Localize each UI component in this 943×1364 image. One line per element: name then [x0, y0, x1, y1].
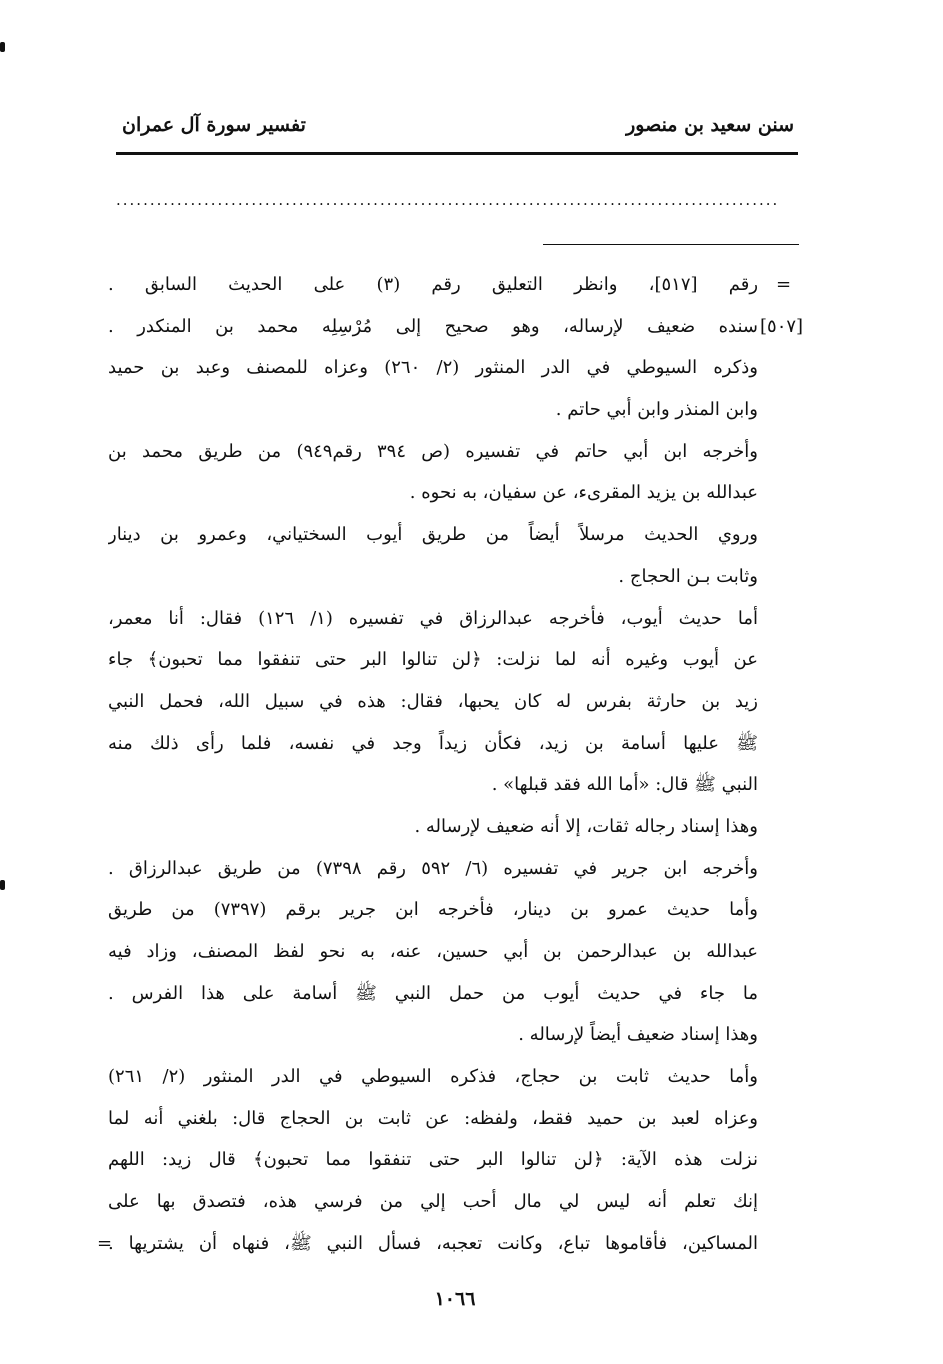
- scan-mark-middle: [0, 880, 5, 890]
- continuation-marker-bottom: =: [97, 1233, 113, 1254]
- footnote-body: [108, 264, 758, 1265]
- text-line: عبدالله بن يزيد المقرىء، عن سفيان، به نحوه .: [409, 482, 758, 504]
- text-line: وثابت بـن الحجاج .: [618, 565, 758, 587]
- text-line: أما حديث أيوب، فأخرجه عبدالرزاق في تفسيره (١/ ١٢٦) فقال: أنا معمر،: [108, 607, 758, 629]
- footnote-rule: [543, 244, 799, 245]
- text-line: وهذا إسناد ضعيف أيضاً لإرساله .: [518, 1024, 758, 1046]
- text-line: وهذا إسناد رجاله ثقات، إلا أنه ضعيف لإرساله .: [414, 815, 758, 837]
- text-line: عن أيوب وغيره أنه لما نزلت: ﴿لن تنالوا البر حتى تنفقوا مما تحبون﴾ جاء: [108, 649, 758, 671]
- dotted-separator: ··································································································: [116, 196, 780, 212]
- text-line: وابن المنذر وابن أبي حاتم .: [555, 399, 758, 421]
- text-line: ﷺ عليها أسامة بن زيد، فكأن زيداً وجد في نفسه، فلما رأى ذلك منه: [108, 732, 758, 754]
- text-line: وعزاه لعبد بن حميد فقط، ولفظه: عن ثابت بن الحجاج قال: بلغني أنه لما: [108, 1107, 758, 1129]
- book-title: سنن سعيد بن منصور: [626, 114, 794, 136]
- text-line: النبي ﷺ قال: «أما الله فقد قبلها» .: [491, 774, 758, 796]
- text-line: وأما حديث عمرو بن دينار، فأخرجه ابن جرير برقم (٧٣٩٧) من طريق: [108, 899, 758, 921]
- page-number: ١٠٦٦: [434, 1288, 476, 1310]
- chapter-title: تفسير سورة آل عمران: [122, 114, 306, 136]
- text-line: وذكره السيوطي في الدر المنثور (٢/ ٢٦٠) وعزاه للمصنف وعبد بن حميد: [108, 357, 758, 379]
- continuation-marker-top: =: [776, 274, 792, 295]
- text-line: وروي الحديث مرسلاً أيضاً من طريق أيوب السختياني، وعمرو بن دينار: [108, 524, 758, 546]
- text-line: إنك تعلم أنه ليس لي مال أحب إلي من فرسي هذه، فتصدق بها على: [108, 1191, 758, 1213]
- header-rule: [116, 152, 798, 155]
- text-line: ما جاء في حديث أيوب من حمل النبي ﷺ أسامة على هذا الفرس .: [108, 982, 758, 1004]
- text-line: وأخرجه ابن أبي حاتم في تفسيره (ص ٣٩٤ رقم٩٤٩) من طريق محمد بن: [108, 440, 758, 462]
- scan-mark-top: [0, 42, 5, 52]
- text-line: وأخرجه ابن جرير في تفسيره (٦/ ٥٩٢ رقم ٧٣٩٨) من طريق عبدالرزاق .: [108, 857, 758, 879]
- text-line: نزلت هذه الآية: ﴿لن تنالوا البر حتى تنفقوا مما تحبون﴾ قال زيد: اللهم: [108, 1149, 758, 1171]
- page-header: [118, 110, 798, 144]
- text-line: زيد بن حارثة بفرس له كان يحبها، فقال: هذه في سبيل الله، فحمل النبي: [108, 690, 758, 712]
- text-line: عبدالله بن عبدالرحمن بن أبي حسين، عنه، به نحو لفظ المصنف، وزاد فيه: [108, 941, 758, 962]
- text-line: رقم [٥١٧]، وانظر التعليق رقم (٣) على الحديث السابق .: [108, 274, 758, 295]
- text-line: وأما حديث ثابت بن حجاج، فذكره السيوطي في الدر المنثور (٢/ ٢٦١): [108, 1066, 758, 1088]
- text-line: سنده ضعيف لإرساله، وهو صحيح إلى مُرْسِلِه محمد بن المنكدر .: [108, 315, 758, 337]
- text-line: المساكين، فأقاموها تباع، وكانت تعجبه، فسأل النبي ﷺ، فنهاه أن يشتريها .: [108, 1232, 758, 1254]
- hadith-reference-number: [٥٠٧]: [760, 316, 804, 337]
